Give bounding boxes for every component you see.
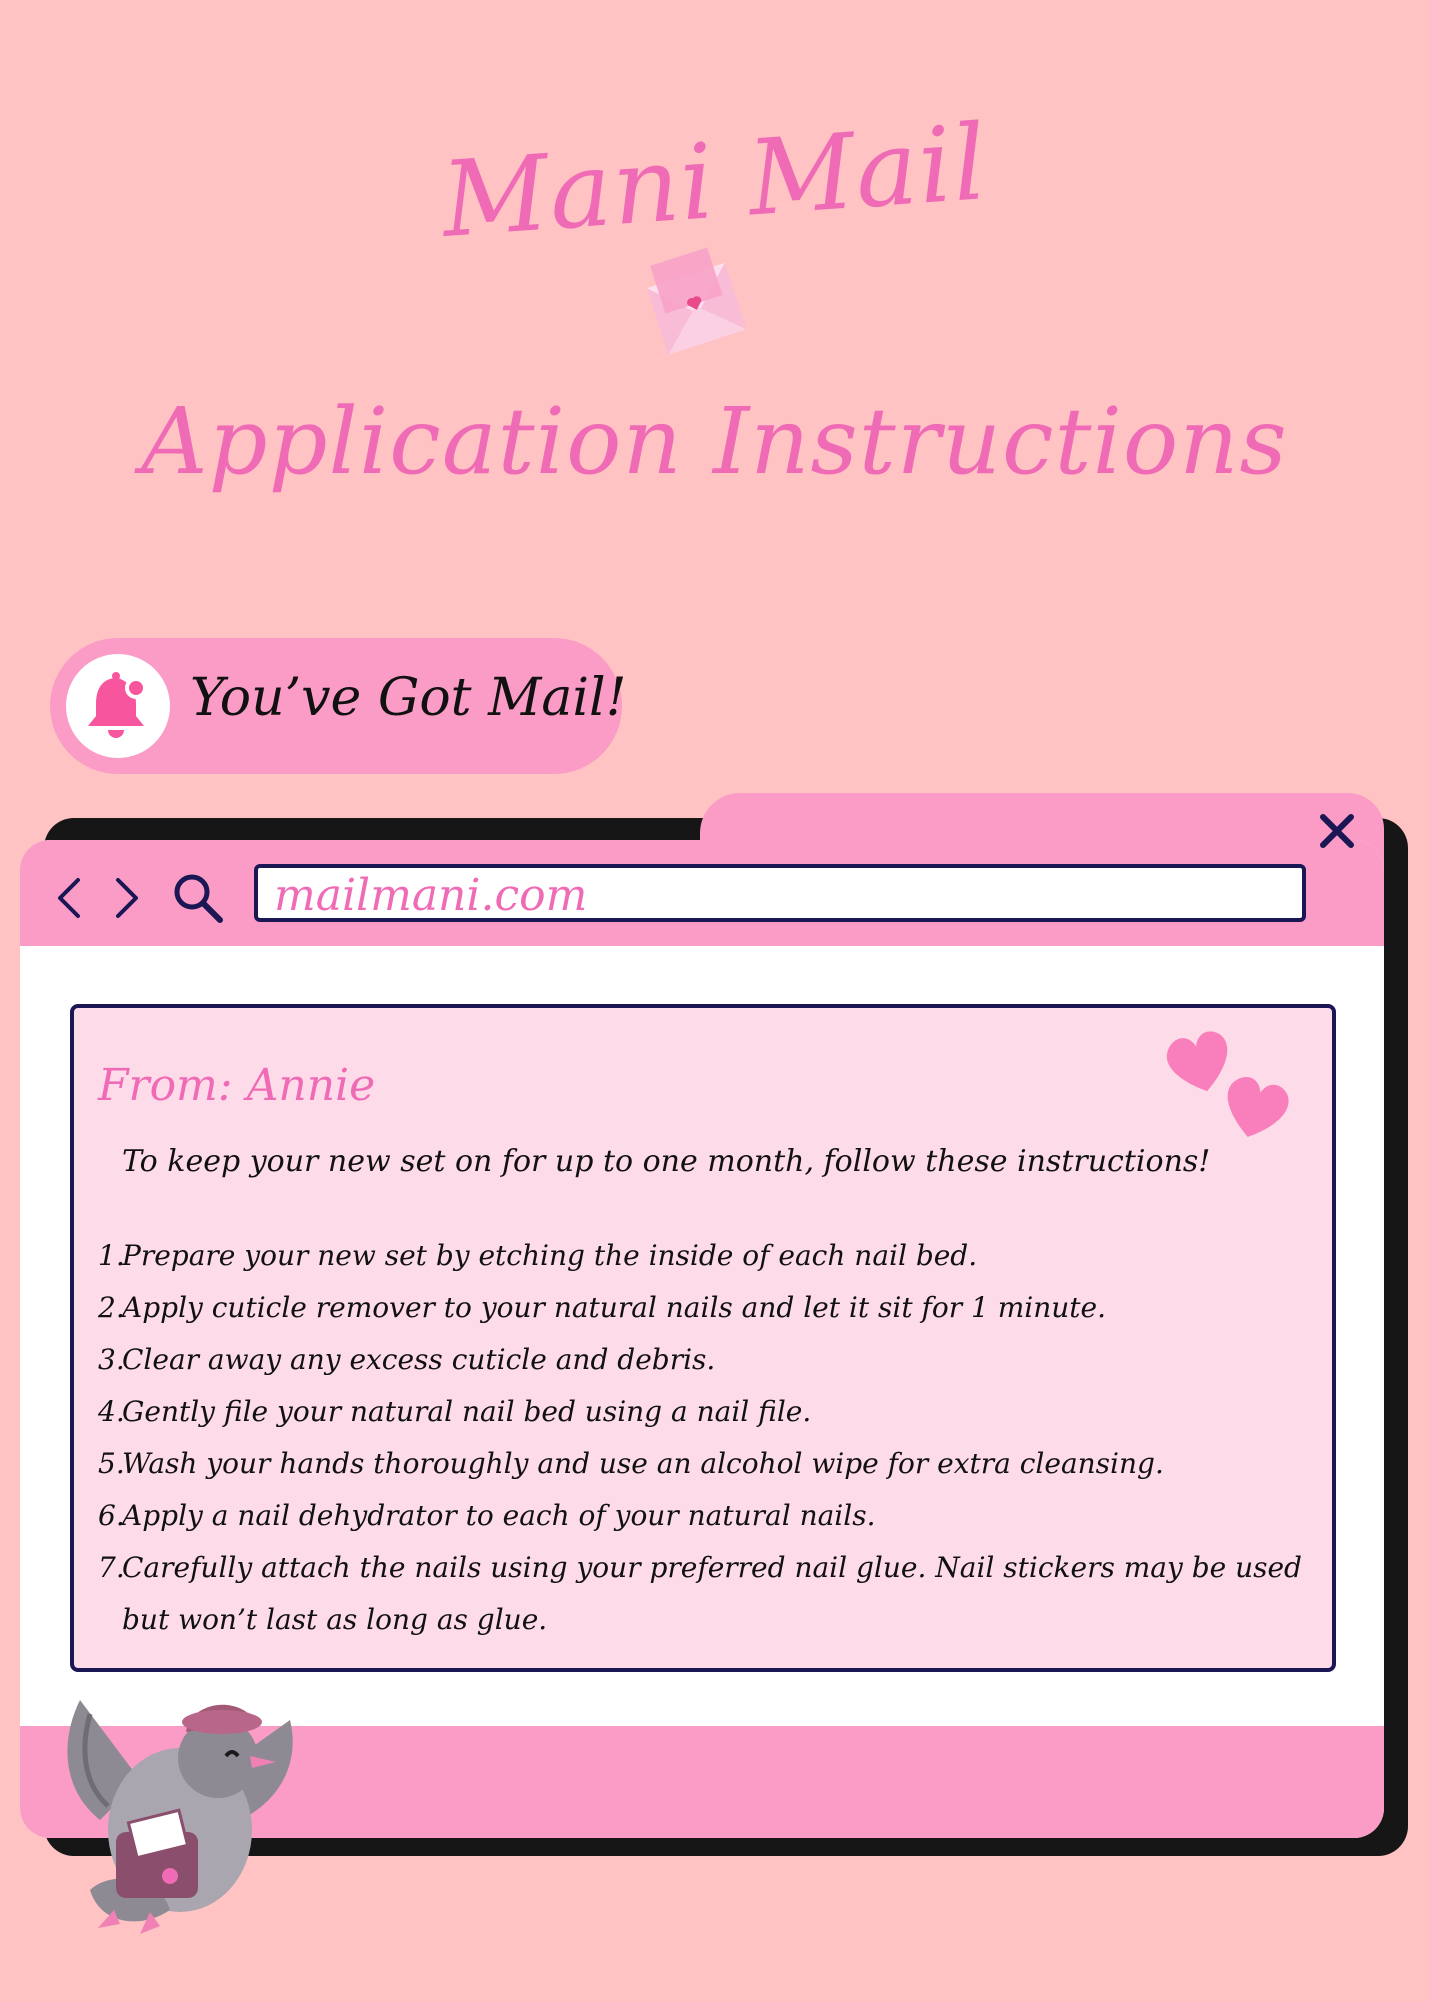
step-text: Apply cuticle remover to your natural nails and let it sit for 1 minute. [122, 1291, 1106, 1324]
close-icon[interactable] [1318, 812, 1356, 850]
letter-card [70, 1004, 1336, 1672]
list-item [98, 1386, 1308, 1438]
step-number: 4. [98, 1395, 125, 1428]
step-text: Wash your hands thoroughly and use an alcohol wipe for extra cleansing. [122, 1447, 1164, 1480]
intro-line: To keep your new set on for up to one month, follow these instructions! [122, 1144, 1211, 1179]
step-number: 5. [98, 1447, 125, 1480]
bell-badge [66, 654, 170, 758]
step-text: Prepare your new set by etching the inside of each nail bed. [122, 1239, 978, 1272]
bell-icon [84, 670, 152, 742]
pigeon-mascot-icon [50, 1680, 300, 1940]
notification-pill[interactable] [50, 638, 627, 774]
address-bar[interactable] [254, 864, 1306, 922]
address-text: mailmani.com [274, 870, 588, 921]
step-text: Apply a nail dehydrator to each of your natural nails. [122, 1499, 876, 1532]
hearts-icon [1160, 1022, 1300, 1142]
step-number: 7. [98, 1551, 125, 1584]
instruction-list [98, 1230, 1308, 1646]
search-icon[interactable] [170, 870, 226, 926]
envelope-icon [636, 244, 754, 364]
brand-title: Mani Mail [438, 101, 991, 261]
list-item [98, 1282, 1308, 1334]
chevron-left-icon[interactable] [54, 876, 84, 920]
list-item [98, 1334, 1308, 1386]
step-number: 2. [98, 1291, 125, 1324]
list-item [98, 1490, 1308, 1542]
list-item [98, 1438, 1308, 1490]
browser-toolbar [20, 840, 1384, 946]
step-text: Clear away any excess cuticle and debris. [122, 1343, 716, 1376]
step-text: Carefully attach the nails using your preferred nail glue. Nail stickers may be used but won’t last as long as glue. [122, 1551, 1302, 1636]
step-number: 6. [98, 1499, 125, 1532]
step-text: Gently file your natural nail bed using a nail file. [122, 1395, 812, 1428]
list-item [98, 1230, 1308, 1282]
chevron-right-icon[interactable] [112, 876, 142, 920]
notification-text: You’ve Got Mail! [190, 668, 627, 728]
step-number: 3. [98, 1343, 125, 1376]
from-line: From: Annie [98, 1060, 376, 1111]
list-item [98, 1542, 1308, 1646]
step-number: 1. [98, 1239, 125, 1272]
page-heading: Application Instructions [141, 388, 1288, 495]
